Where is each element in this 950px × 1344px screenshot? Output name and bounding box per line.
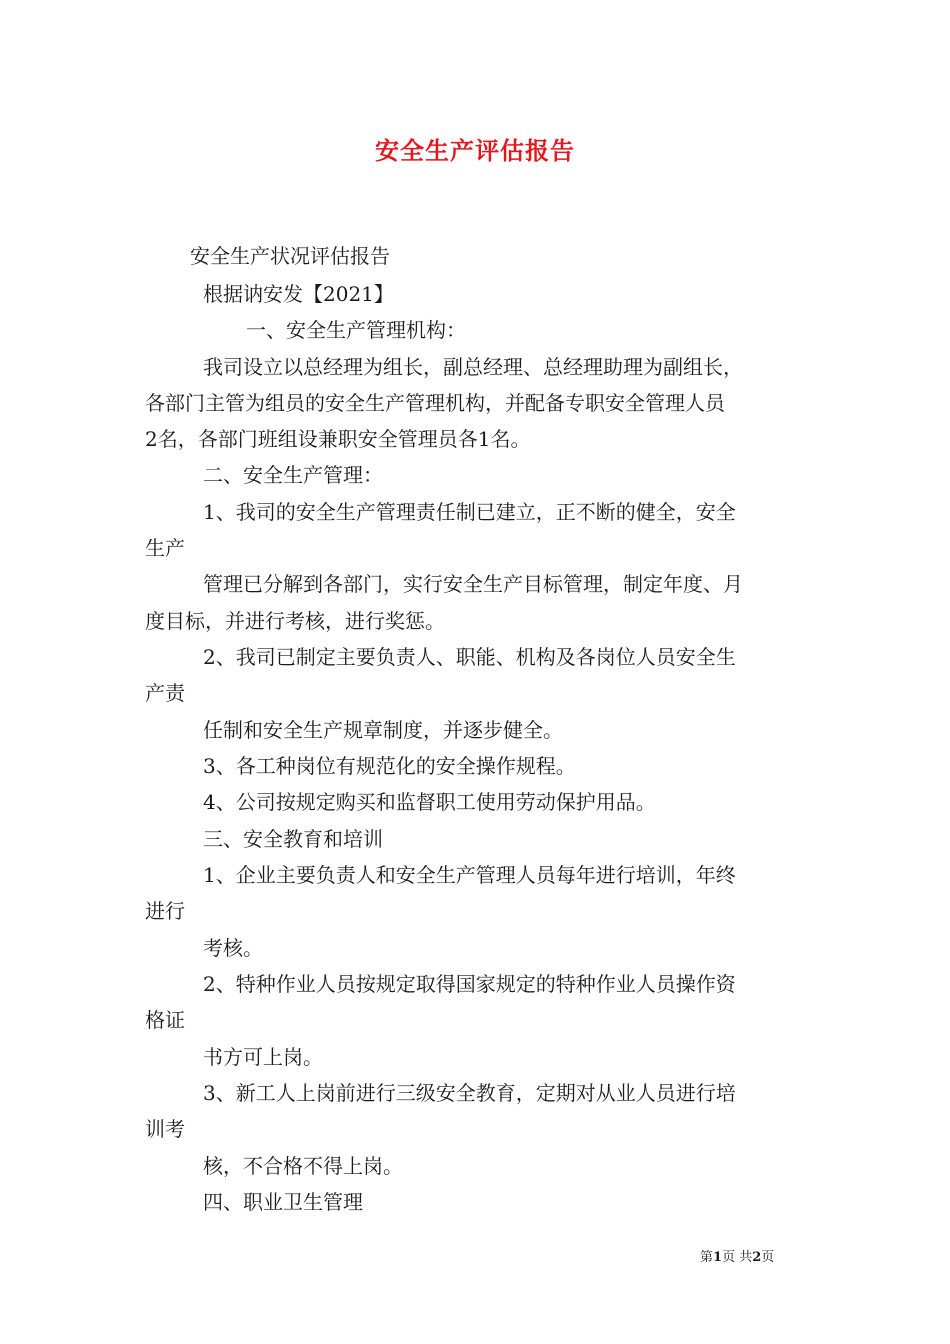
- body-line: 3、新工人上岗前进行三级安全教育，定期对从业人员进行培: [203, 1081, 736, 1105]
- body-line: 训考: [145, 1117, 185, 1141]
- body-line: 2名，各部门班组设兼职安全管理员各1名。: [145, 427, 531, 451]
- body-line: 任制和安全生产规章制度，并逐步健全。: [203, 718, 563, 742]
- footer-suffix: 页: [761, 1250, 775, 1265]
- body-line: 安全生产状况评估报告: [190, 244, 390, 268]
- body-line: 4、公司按规定购买和监督职工使用劳动保护用品。: [203, 790, 656, 814]
- body-line: 考核。: [203, 936, 263, 960]
- section-heading: 一、安全生产管理机构：: [246, 318, 466, 342]
- body-line: 3、各工种岗位有规范化的安全操作规程。: [203, 754, 576, 778]
- body-line: 1、我司的安全生产管理责任制已建立，正不断的健全，安全: [203, 500, 736, 524]
- body-line: 度目标，并进行考核，进行奖惩。: [145, 609, 445, 633]
- body-line: 2、我司已制定主要负责人、职能、机构及各岗位人员安全生: [203, 645, 736, 669]
- body-line: 各部门主管为组员的安全生产管理机构，并配备专职安全管理人员: [145, 391, 725, 415]
- section-heading: 三、安全教育和培训: [203, 827, 383, 851]
- section-heading: 四、职业卫生管理: [203, 1190, 363, 1214]
- body-line: 产责: [145, 681, 185, 705]
- footer-middle: 页 共: [722, 1250, 753, 1265]
- body-line: 1、企业主要负责人和安全生产管理人员每年进行培训，年终: [203, 863, 736, 887]
- footer-current-page: 1: [713, 1250, 723, 1265]
- footer-prefix: 第: [700, 1250, 714, 1265]
- footer-total-pages: 2: [752, 1250, 762, 1265]
- page-footer: [700, 1246, 774, 1265]
- body-line: 书方可上岗。: [203, 1045, 323, 1069]
- body-line: 格证: [145, 1008, 185, 1032]
- body-line: 生产: [145, 536, 185, 560]
- body-line: 核，不合格不得上岗。: [203, 1154, 403, 1178]
- body-line: 管理已分解到各部门，实行安全生产目标管理，制定年度、月: [203, 572, 743, 596]
- body-line: 2、特种作业人员按规定取得国家规定的特种作业人员操作资: [203, 972, 736, 996]
- body-line: 进行: [145, 899, 185, 923]
- document-title: 安全生产评估报告: [375, 136, 575, 165]
- body-line: 我司设立以总经理为组长，副总经理、总经理助理为副组长，: [203, 355, 743, 379]
- section-heading: 二、安全生产管理：: [203, 463, 383, 487]
- body-line: 根据讷安发【2021】: [203, 282, 394, 306]
